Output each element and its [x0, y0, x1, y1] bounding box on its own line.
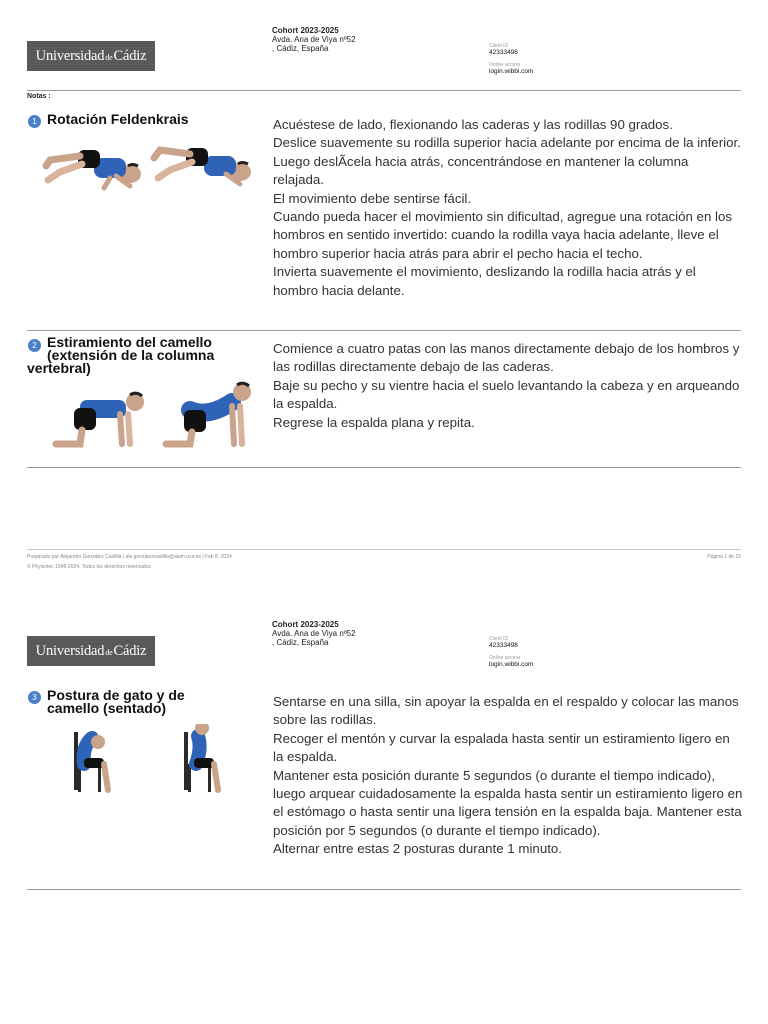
instruction-line: Cuando pueda hacer el movimiento sin dificultad, agregue una rotación en los hombros en sentido invertido: cuando la rodilla vaya hacia adelante, lleve el hombro superior hacia atrás para abrir el pecho hacia el techo.	[273, 209, 733, 261]
instruction-line: Regrese la espalda plana y repita.	[273, 414, 475, 430]
notes-label: Notas :	[27, 93, 51, 100]
seated-cat-camel-illustration	[60, 724, 240, 796]
online-access-url[interactable]: login.wibbi.com	[489, 661, 534, 668]
exercise-instructions	[273, 340, 743, 432]
exercise-number-badge: 2	[28, 339, 41, 352]
page-number: Página 1 de 22	[707, 554, 741, 560]
side-lying-rotation-illustration	[40, 136, 260, 208]
instruction-line: El movimiento debe sentirse fácil.	[273, 190, 472, 206]
logo-text: de	[105, 52, 113, 62]
instruction-line: Mantener esta posición durante 5 segundos (o durante el tiempo indicado), luego arquear cuidadosamente la espalda hasta sentir un estiramiento ligero en el estómago o hasta sentir una ligera tensión en la espalda baja. Mantener esta posición por 5 segundos (o durante el tiempo indicado).	[273, 767, 743, 838]
logo-text: Cádiz	[113, 642, 147, 659]
client-info	[489, 43, 533, 76]
online-access-label: Online access	[489, 655, 521, 661]
exercise-figure	[184, 724, 218, 792]
header-divider	[27, 90, 741, 91]
instruction-line: Comience a cuatro patas con las manos directamente debajo de los hombros y las rodillas directamente debajo de las caderas.	[273, 341, 740, 375]
exercise-title: Rotación Feldenkrais	[47, 111, 189, 127]
client-info	[489, 636, 533, 669]
instruction-line: Recoger el mentón y curvar la espalada hasta sentir un estiramiento ligero en la espalda.	[273, 730, 730, 765]
exercise-figure	[74, 732, 108, 792]
logo-text: de	[105, 647, 113, 657]
exercise-instructions	[273, 693, 743, 859]
exercise-divider	[27, 330, 741, 331]
address-line-2: , Cádiz, España	[272, 44, 329, 53]
exercise-figure	[166, 383, 251, 444]
instruction-line: Alternar entre estas 2 posturas durante 1 minuto.	[273, 841, 562, 857]
clinic-address	[272, 620, 356, 647]
instruction-line: Baje su pecho y su vientre hacia el suelo levantando la cabeza y en arqueando la espalda.	[273, 377, 740, 412]
logo-text: Universidad	[35, 642, 105, 659]
logo-text: Universidad	[35, 47, 105, 64]
instruction-line: Acuéstese de lado, flexionando las caderas y las rodillas 90 grados.	[273, 117, 673, 132]
address-line-2: , Cádiz, España	[272, 638, 329, 647]
instruction-line: Luego deslÃcela hacia atrás, concentrándose en mantener la columna relajada.	[273, 153, 689, 188]
exercise-title: Postura de gato y de	[47, 687, 185, 703]
online-access-label: Online access	[489, 62, 521, 68]
clinic-address	[272, 26, 356, 53]
exercise-divider	[27, 889, 741, 890]
client-id-label: Client ID	[489, 43, 509, 49]
cohort-label: Cohort 2023-2025	[272, 26, 339, 35]
footer-copyright: © Physiotec 1996-2024. Todos los derechos reservados	[27, 564, 151, 570]
address-line-1: Avda. Ana de Viya nº52	[272, 35, 356, 44]
logo-text: Cádiz	[113, 47, 147, 64]
exercise-figure	[46, 150, 141, 188]
exercise-title: (extensión de la columna	[47, 347, 215, 363]
exercise-title: vertebral)	[27, 360, 91, 376]
exercise-title: Estiramiento del camello	[47, 334, 212, 350]
university-logo	[27, 41, 155, 71]
footer-prepared-by: Preparado por Alejandro González Castilla | ale.gonzalezcastilla@alum.uca.es | Feb 8, 2024	[27, 554, 232, 560]
cohort-label: Cohort 2023-2025	[272, 620, 339, 629]
client-id-value: 42333498	[489, 642, 518, 649]
camel-stretch-illustration	[42, 378, 257, 456]
online-access-url[interactable]: login.wibbi.com	[489, 68, 534, 75]
exercise-figure	[154, 148, 251, 184]
exercise-number-badge: 1	[28, 115, 41, 128]
exercise-figure	[56, 393, 144, 444]
client-id-value: 42333498	[489, 49, 518, 56]
exercise-number-badge: 3	[28, 691, 41, 704]
client-id-label: Client ID	[489, 636, 509, 642]
address-line-1: Avda. Ana de Viya nº52	[272, 629, 356, 638]
exercise-instructions	[273, 116, 743, 300]
instruction-line: Invierta suavemente el movimiento, deslizando la rodilla hacia atrás y el hombro hacia delante.	[273, 264, 696, 298]
exercise-title: camello (sentado)	[47, 700, 167, 716]
instruction-line: Sentarse en una silla, sin apoyar la espalda en el respaldo y colocar las manos sobre las rodillas.	[273, 694, 739, 728]
exercise-divider	[27, 467, 741, 468]
footer-divider	[27, 549, 741, 550]
instruction-line: Deslice suavemente su rodilla superior hacia adelante por encima de la inferior.	[273, 135, 741, 151]
university-logo	[27, 636, 155, 666]
